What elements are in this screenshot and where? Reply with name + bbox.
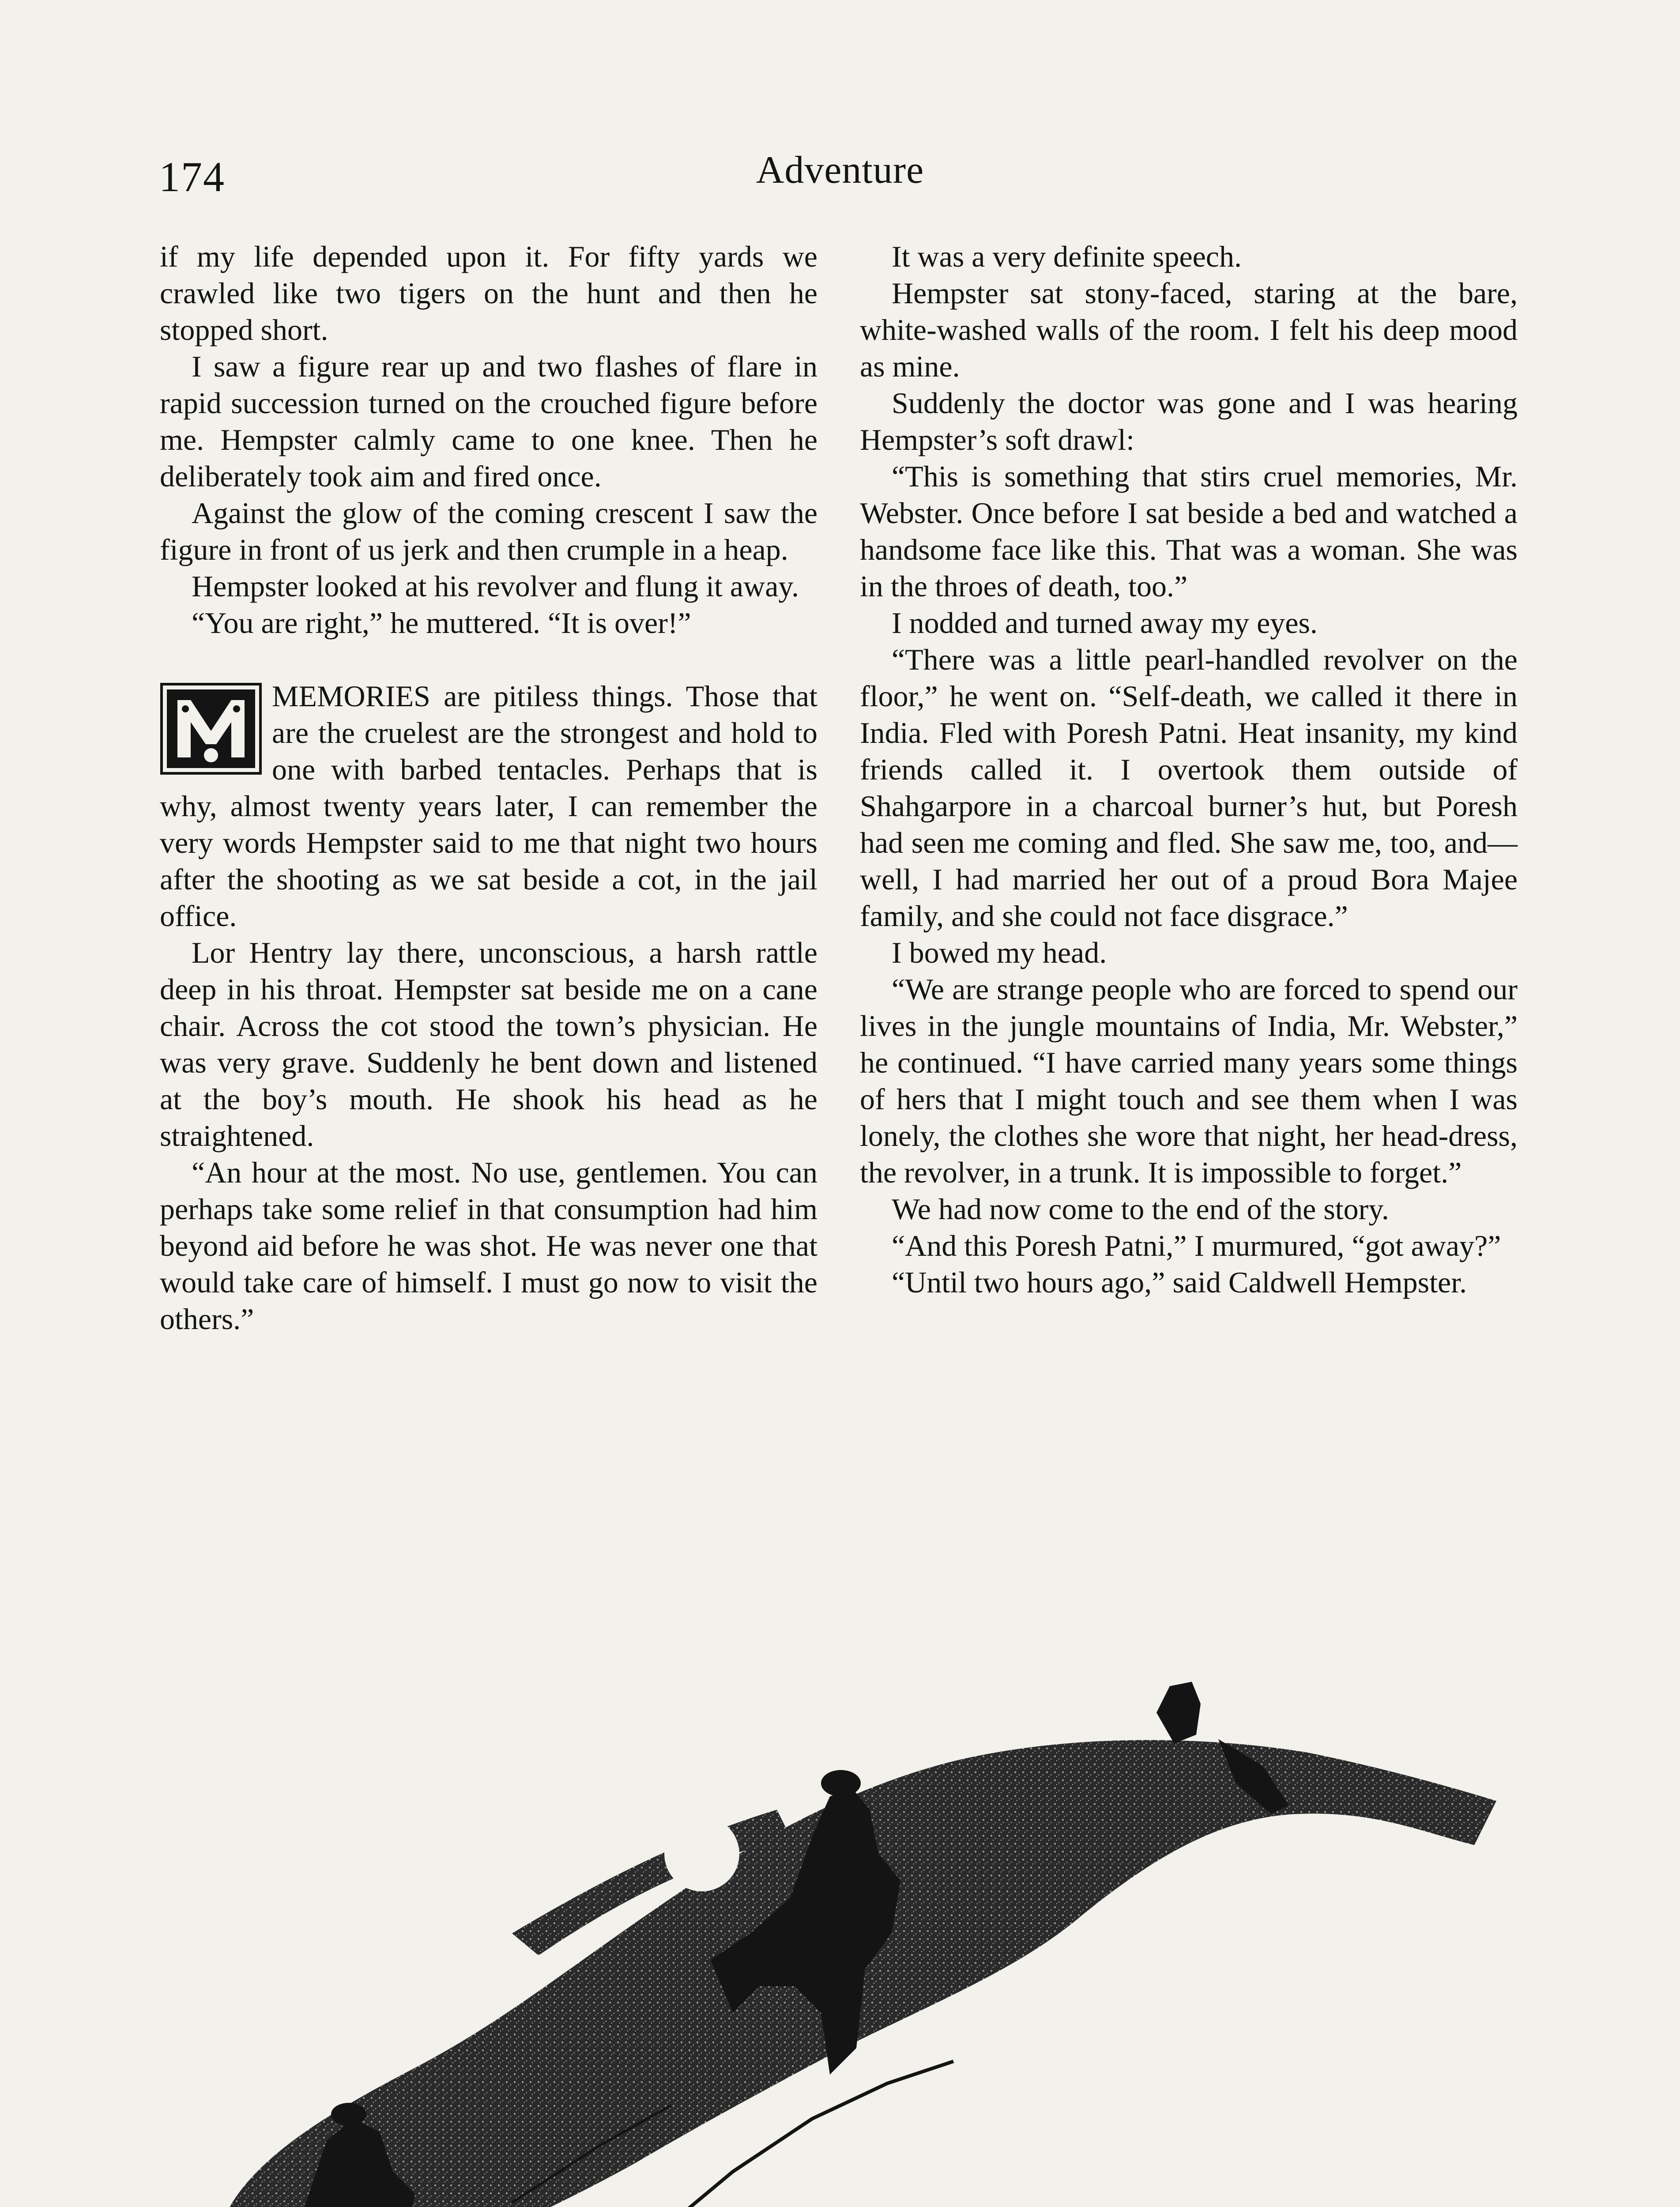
paragraph-dropcap: MEMORIES are pitiless things. Those that are the cruelest are the strongest and hold to one with barbed tentacles. Perhaps that is why, almost twenty years later, I can remember the very words Hempster said to me that night two hours after the shooting as we sat beside a cot, in the jail office.: [160, 679, 817, 933]
paragraph: Hempster sat stony-faced, staring at the bare, white-washed walls of the room. I felt his deep mood as mine.: [860, 276, 1518, 383]
ornamental-initial-icon: [160, 682, 262, 775]
paragraph: “There was a little pearl-handled revolver on the floor,” he went on. “Self-death, we called it there in India. Fled with Poresh Patni. Heat insanity, my kind friends called it. I overtook them outside of Shahgarpore in a charcoal burner’s hut, but Poresh had seen me coming and fled. She saw me, too, and—well, I had married her out of a proud Bora Majee family, and she could not face disgrace.”: [860, 643, 1518, 933]
right-column: [860, 238, 1518, 1301]
paragraph: if my life depended upon it. For fifty yards we crawled like two tigers on the hunt and then he stopped short.: [160, 240, 817, 346]
paragraph: Suddenly the doctor was gone and I was hearing Hempster’s soft drawl:: [860, 386, 1518, 456]
paragraph: “And this Poresh Patni,” I murmured, “got away?”: [892, 1229, 1501, 1262]
paragraph: I bowed my head.: [892, 936, 1107, 969]
paragraph: “This is something that stirs cruel memories, Mr. Webster. Once before I sat beside a bed and watched a handsome face like this. That was a woman. She was in the throes of death, too.”: [860, 459, 1518, 603]
paragraph: I saw a figure rear up and two flashes of flare in rapid succession turned on the crouched figure before me. Hempster calmly came to one knee. Then he deliberately took aim and fired once.: [160, 350, 817, 493]
paragraph: “You are right,” he muttered. “It is over!”: [192, 606, 691, 640]
paragraph: Against the glow of the coming crescent I saw the figure in front of us jerk and then crumple in a heap.: [160, 496, 817, 566]
paragraph: It was a very definite speech.: [892, 240, 1242, 273]
left-column: [160, 238, 817, 1337]
paragraph: Lor Hentry lay there, unconscious, a harsh rattle deep in his throat. Hempster sat beside me on a cane chair. Across the cot stood the town’s physician. He was very grave. Suddenly he bent down and listened at the boy’s mouth. He shook his head as he straightened.: [160, 936, 817, 1152]
running-head: Adventure: [756, 149, 924, 192]
page-number: 174: [159, 153, 225, 200]
paragraph: We had now come to the end of the story.: [892, 1192, 1389, 1226]
paragraph: “Until two hours ago,” said Caldwell Hempster.: [892, 1265, 1467, 1299]
paragraph: I nodded and turned away my eyes.: [892, 606, 1318, 640]
paragraph: “An hour at the most. No use, gentlemen. You can perhaps take some relief in that consumption had him beyond aid before he was shot. He was never one that would take care of himself. I must go now to visit the others.”: [160, 1156, 817, 1336]
horsemen-on-ridge-illustration: [203, 1651, 1527, 2207]
paragraph: Hempster looked at his revolver and flung it away.: [192, 569, 799, 603]
paragraph: “We are strange people who are forced to spend our lives in the jungle mountains of India, Mr. Webster,” he continued. “I have carried many years some things of hers that I might touch and see them when I was lonely, the clothes she wore that night, her head-dress, the revolver, in a trunk. It is impossible to forget.”: [860, 972, 1518, 1189]
